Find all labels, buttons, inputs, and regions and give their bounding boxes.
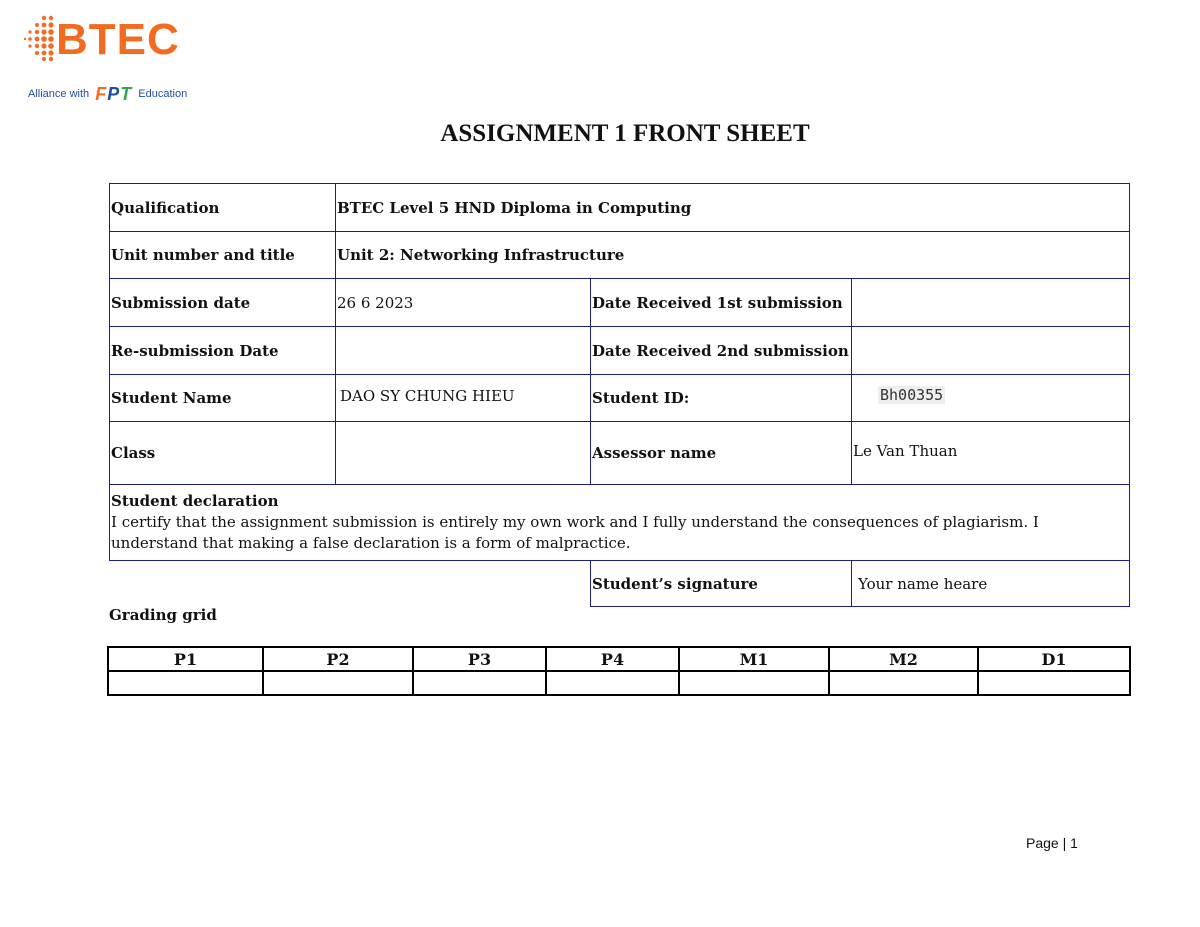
fpt-logo [95,84,132,105]
signature-label: Student’s signature [591,561,852,607]
unit-label: Unit number and title [110,232,336,279]
alliance-line [28,84,187,105]
qualification-value: BTEC Level 5 HND Diploma in Computing [336,184,1130,232]
alliance-prefix: Alliance with [28,88,90,100]
fpt-letter-p: P [107,84,121,104]
row-resubmission [110,327,1130,375]
grade-cell-p2[interactable] [263,671,413,695]
grade-cell-m2[interactable] [829,671,978,695]
grade-header-p1: P1 [108,647,263,671]
grade-cell-d1[interactable] [978,671,1130,695]
alliance-suffix: Education [138,88,188,100]
qualification-label: Qualification [110,184,336,232]
page-number: Page | 1 [1026,835,1078,851]
grade-header-p2: P2 [263,647,413,671]
student-name-value[interactable]: DAO SY CHUNG HIEU [336,375,591,422]
submission-date-value[interactable]: 26 6 2023 [336,279,591,327]
signature-spacer [110,561,591,607]
assessor-value[interactable]: Le Van Thuan [852,422,1130,485]
row-submission [110,279,1130,327]
btec-wordmark: BTEC [56,15,180,64]
declaration-text: I certify that the assignment submission is entirely my own work and I fully understand the consequences of plagiarism. I understand that making a false declaration is a form of malpractice. [111,513,1039,552]
front-sheet-table [109,183,1130,607]
unit-value: Unit 2: Networking Infrastructure [336,232,1130,279]
student-id-label: Student ID: [591,375,852,422]
resubmission-label: Re-submission Date [110,327,336,375]
submission-date-label: Submission date [110,279,336,327]
student-id-cell [852,375,1130,422]
grade-header-p4: P4 [546,647,679,671]
grade-cell-p1[interactable] [108,671,263,695]
row-qualification [110,184,1130,232]
row-declaration [110,485,1130,561]
grade-header-m1: M1 [679,647,829,671]
grade-header-m2: M2 [829,647,978,671]
grading-grid-title: Grading grid [109,606,217,624]
row-class [110,422,1130,485]
fpt-letter-t: T [120,84,133,104]
row-student [110,375,1130,422]
grading-header-row [108,647,1130,671]
date-received-1-label: Date Received 1st submission [591,279,852,327]
page-title: ASSIGNMENT 1 FRONT SHEET [440,120,810,147]
signature-value[interactable]: Your name heare [852,561,1130,607]
grade-header-p3: P3 [413,647,546,671]
row-signature [110,561,1130,607]
row-unit [110,232,1130,279]
grading-grid-table [107,646,1131,696]
grade-header-d1: D1 [978,647,1130,671]
fpt-letter-f: F [95,84,108,104]
student-name-label: Student Name [110,375,336,422]
declaration-title: Student declaration [111,492,279,510]
student-id-value[interactable]: Bh00355 [880,386,944,404]
declaration-cell [110,485,1130,561]
date-received-2-value[interactable] [852,327,1130,375]
class-label: Class [110,422,336,485]
btec-dots-icon [22,12,58,62]
resubmission-value[interactable] [336,327,591,375]
assessor-label: Assessor name [591,422,852,485]
grade-cell-m1[interactable] [679,671,829,695]
date-received-2-label: Date Received 2nd submission [591,327,852,375]
class-value[interactable] [336,422,591,485]
grading-value-row [108,671,1130,695]
date-received-1-value[interactable] [852,279,1130,327]
grade-cell-p3[interactable] [413,671,546,695]
btec-fpt-logo [22,12,192,102]
grade-cell-p4[interactable] [546,671,679,695]
